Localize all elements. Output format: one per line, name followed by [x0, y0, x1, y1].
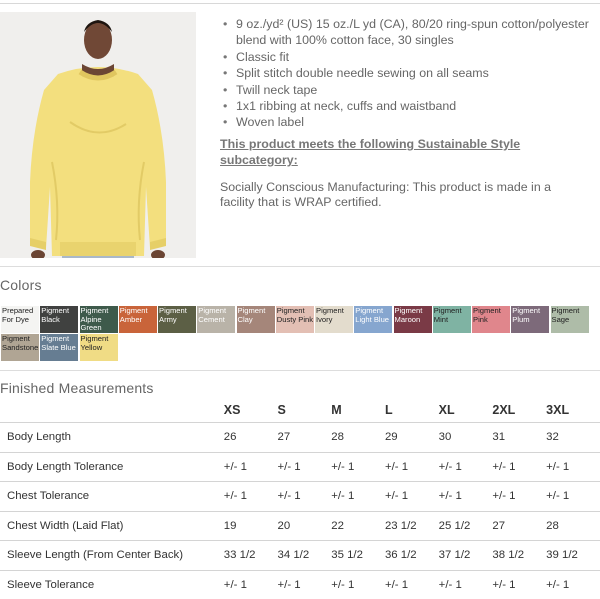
- feature-item: • Woven label: [236, 114, 600, 130]
- measurement-value: 34 1/2: [278, 541, 332, 571]
- measurement-value: +/- 1: [278, 570, 332, 599]
- measurement-value: 33 1/2: [224, 541, 278, 571]
- color-swatch[interactable]: Pigment Light Blue: [354, 306, 392, 333]
- color-swatch[interactable]: Prepared For Dye: [1, 306, 39, 333]
- measurement-value: 26: [224, 423, 278, 453]
- size-header: XS: [223, 403, 241, 417]
- measurement-value: 30: [439, 423, 493, 453]
- size-header: XL: [438, 403, 455, 417]
- measurement-value: 27: [278, 423, 332, 453]
- measurement-value: 32: [546, 423, 600, 453]
- color-swatch[interactable]: Pigment Mint: [433, 306, 471, 333]
- product-features-list: [222, 16, 600, 131]
- measurement-value: 39 1/2: [546, 541, 600, 571]
- color-swatch[interactable]: Pigment Plum: [511, 306, 549, 333]
- measurement-value: +/- 1: [331, 452, 385, 482]
- measurement-label: Chest Tolerance: [0, 482, 224, 512]
- measurement-value: 22: [331, 511, 385, 541]
- measurement-value: 36 1/2: [385, 541, 439, 571]
- measurement-value: +/- 1: [224, 570, 278, 599]
- color-swatch[interactable]: Pigment Clay: [237, 306, 275, 333]
- size-header: 2XL: [492, 403, 516, 417]
- measurement-value: +/- 1: [385, 570, 439, 599]
- measurement-value: 23 1/2: [385, 511, 439, 541]
- color-swatch[interactable]: Pigment Yellow: [80, 334, 118, 361]
- measurements-table: [0, 398, 600, 599]
- color-swatch[interactable]: Pigment Alpine Green: [80, 306, 118, 333]
- measurement-value: 27: [492, 511, 546, 541]
- measurement-value: 35 1/2: [331, 541, 385, 571]
- measurement-value: 31: [492, 423, 546, 453]
- section-divider: [0, 266, 600, 267]
- measurement-label: Chest Width (Laid Flat): [0, 511, 224, 541]
- measurement-value: +/- 1: [278, 482, 332, 512]
- measurement-value: +/- 1: [331, 570, 385, 599]
- top-divider: [0, 3, 600, 4]
- color-swatch[interactable]: Pigment Amber: [119, 306, 157, 333]
- model-in-yellow-sweatshirt-illustration: [0, 12, 196, 258]
- feature-item: • 9 oz./yd² (US) 15 oz./L yd (CA), 80/20 ring-spun cotton/polyester blend with 100% cotton face, 30 singles: [236, 16, 600, 49]
- colors-heading: Colors: [0, 277, 42, 293]
- measurement-value: +/- 1: [224, 452, 278, 482]
- measurement-row: [0, 452, 600, 482]
- measurement-value: +/- 1: [439, 482, 493, 512]
- size-header-row: [0, 398, 600, 423]
- measurement-row: [0, 570, 600, 599]
- size-header: M: [331, 403, 342, 417]
- measurement-value: 28: [546, 511, 600, 541]
- sustainable-style-text: Socially Conscious Manufacturing: This product is made in a facility that is WRAP certified.: [220, 180, 552, 209]
- color-swatch[interactable]: Pigment Cement: [197, 306, 235, 333]
- measurement-value: +/- 1: [546, 482, 600, 512]
- measurement-value: 20: [278, 511, 332, 541]
- measurement-label: Body Length: [0, 423, 224, 453]
- measurement-label: Sleeve Tolerance: [0, 570, 224, 599]
- measurement-value: 29: [385, 423, 439, 453]
- measurement-value: 19: [224, 511, 278, 541]
- measurement-value: 28: [331, 423, 385, 453]
- color-swatch[interactable]: Pigment Black: [40, 306, 78, 333]
- size-header: S: [277, 403, 286, 417]
- measurement-value: +/- 1: [385, 482, 439, 512]
- measurement-value: 37 1/2: [439, 541, 493, 571]
- size-header: 3XL: [546, 403, 570, 417]
- measurement-value: +/- 1: [331, 482, 385, 512]
- measurement-label: Body Length Tolerance: [0, 452, 224, 482]
- measurement-value: +/- 1: [439, 452, 493, 482]
- measurement-row: [0, 511, 600, 541]
- color-swatch[interactable]: Pigment Pink: [472, 306, 510, 333]
- feature-item: • Twill neck tape: [236, 82, 600, 98]
- color-swatch[interactable]: Pigment Army: [158, 306, 196, 333]
- size-header: L: [384, 403, 393, 417]
- feature-item: • Split stitch double needle sewing on all seams: [236, 65, 600, 81]
- color-swatch[interactable]: Pigment Sage: [551, 306, 589, 333]
- feature-item: • 1x1 ribbing at neck, cuffs and waistband: [236, 98, 600, 114]
- measurements-heading: Finished Measurements: [0, 380, 154, 396]
- feature-item: • Classic fit: [236, 49, 600, 65]
- measurement-value: +/- 1: [546, 570, 600, 599]
- color-swatch[interactable]: Pigment Sandstone: [1, 334, 39, 361]
- color-swatch[interactable]: Pigment Dusty Pink: [276, 306, 314, 333]
- measurement-value: 38 1/2: [492, 541, 546, 571]
- section-divider: [0, 370, 600, 371]
- color-swatch[interactable]: Pigment Maroon: [394, 306, 432, 333]
- measurement-row: [0, 482, 600, 512]
- sustainable-style-heading[interactable]: This product meets the following Sustainable Style subcategory:: [220, 137, 521, 167]
- product-image[interactable]: [0, 12, 196, 258]
- measurement-label: Sleeve Length (From Center Back): [0, 541, 224, 571]
- measurement-value: +/- 1: [439, 570, 493, 599]
- measurement-value: +/- 1: [492, 482, 546, 512]
- measurement-row: [0, 423, 600, 453]
- color-swatch[interactable]: Pigment Ivory: [315, 306, 353, 333]
- measurement-row: [0, 541, 600, 571]
- measurement-value: +/- 1: [385, 452, 439, 482]
- measurement-value: +/- 1: [492, 452, 546, 482]
- measurement-value: +/- 1: [546, 452, 600, 482]
- measurement-value: +/- 1: [492, 570, 546, 599]
- size-header-blank: [0, 398, 224, 423]
- measurement-value: +/- 1: [278, 452, 332, 482]
- color-swatch[interactable]: Pigment Slate Blue: [40, 334, 78, 361]
- measurement-value: +/- 1: [224, 482, 278, 512]
- measurement-value: 25 1/2: [439, 511, 493, 541]
